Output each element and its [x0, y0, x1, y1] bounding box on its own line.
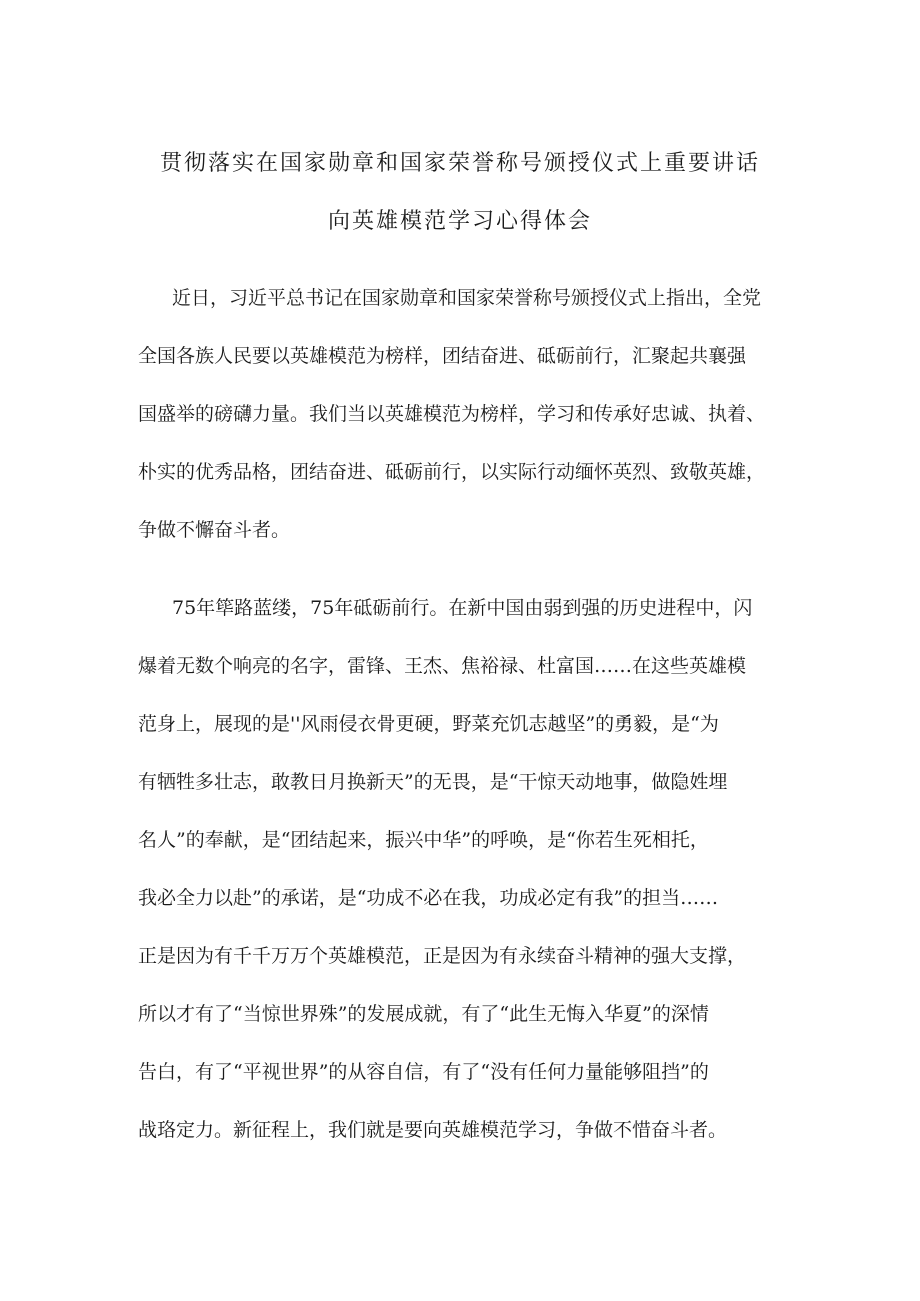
text-line: 范身上，展现的是''风雨侵衣骨更硬，野菜充饥志越坚”的勇毅，是“为	[138, 713, 719, 735]
text-line: 所以才有了“当惊世界殊”的发展成就，有了“此生无悔入华夏”的深情	[138, 1003, 709, 1025]
text-line: 75年筚路蓝缕，75年砥砺前行。在新中国由弱到强的历史进程中，闪	[172, 597, 753, 619]
text-line: 全国各族人民要以英雄模范为榜样，团结奋进、砥砺前行，汇聚起共襄强	[138, 345, 747, 367]
text-line: 正是因为有千千万万个英雄模范，正是因为有永续奋斗精神的强大支撑，	[138, 945, 747, 967]
text-line: 朴实的优秀品格，团结奋进、砥砺前行，以实际行动缅怀英烈、致敬英雄，	[138, 461, 766, 483]
text-line: 战珞定力。新征程上，我们就是要向英雄模范学习，争做不惜奋斗者。	[138, 1119, 728, 1141]
text-line: 爆着无数个响亮的名字，雷锋、王杰、焦裕禄、杜富国……在这些英雄模	[138, 655, 747, 677]
document-title-line-1: 贯彻落实在国家勋章和国家荣誉称号颁授仪式上重要讲话	[159, 151, 760, 176]
document-title-line-2: 向英雄模范学习心得体会	[327, 209, 592, 234]
text-line: 有牺牲多壮志，敢教日月换新天”的无畏，是“干惊天动地事，做隐姓埋	[138, 771, 728, 793]
text-line: 名人”的奉献，是“团结起来，振兴中华”的呼唤，是“你若生死相托，	[138, 829, 709, 851]
text-line: 近日，习近平总书记在国家勋章和国家荣誉称号颁授仪式上指出，全党	[172, 287, 762, 309]
text-line: 国盛举的磅礴力量。我们当以英雄模范为榜样，学习和传承好忠诚、执着、	[138, 403, 766, 425]
text-line: 我必全力以赴”的承诺，是“功成不必在我，功成必定有我”的担当……	[138, 887, 719, 909]
paragraph-1	[138, 284, 798, 574]
paragraph-2	[138, 594, 798, 1174]
text-line: 告白，有了“平视世界”的从容自信，有了“没有任何力量能够阻挡”的	[138, 1061, 709, 1083]
text-line: 争做不懈奋斗者。	[138, 519, 291, 541]
